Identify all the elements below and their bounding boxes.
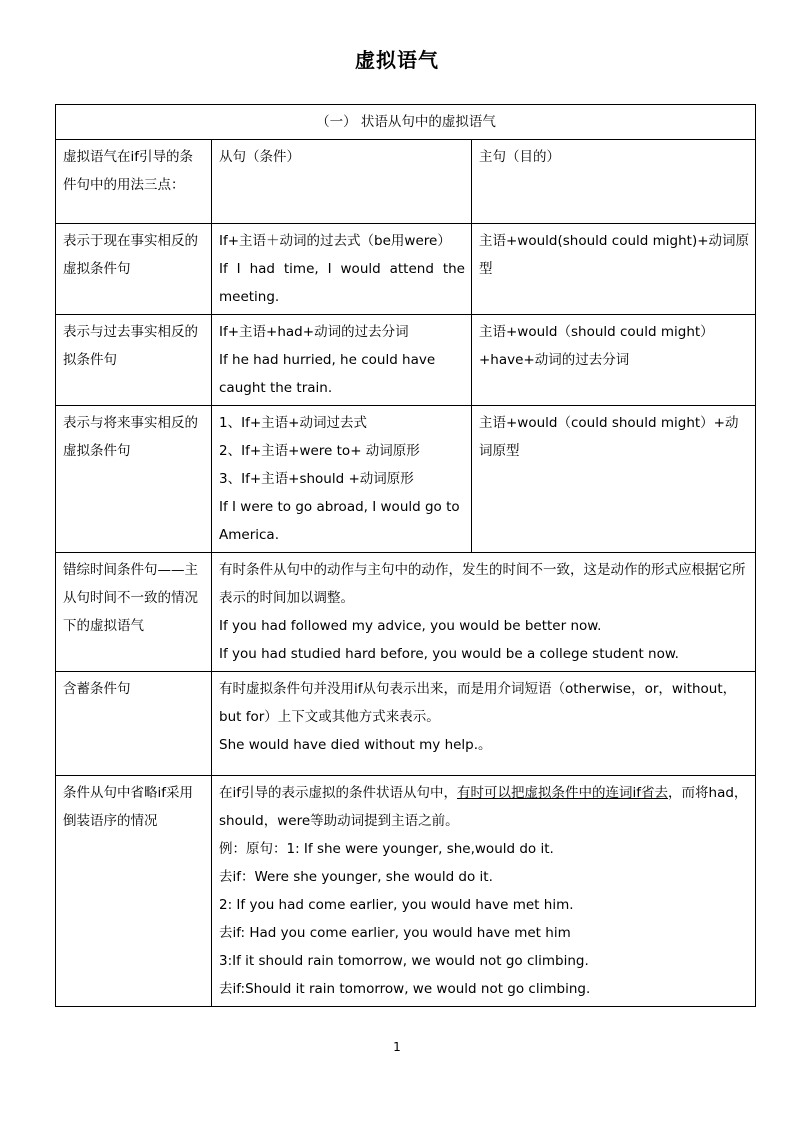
implied-content-cell xyxy=(212,672,756,776)
inversion-intro-c: ，而将had，should，were等助动词提到主语之前。 xyxy=(219,785,748,829)
row-label-cell xyxy=(56,224,212,315)
clause-line: If he had hurried, he could have caught the train. xyxy=(219,352,436,396)
section-header: （一） 状语从句中的虚拟语气 xyxy=(56,105,756,140)
inversion-label: 条件从句中省略if采用倒装语序的情况 xyxy=(63,785,194,829)
table-row xyxy=(56,406,756,553)
inversion-label-cell xyxy=(56,776,212,1007)
table-row xyxy=(56,224,756,315)
header-clause-cell xyxy=(212,140,472,224)
row-clause-cell xyxy=(212,315,472,406)
row-main: 主语+would（should could might）+have+动词的过去分词 xyxy=(479,324,714,368)
implied-line: 有时虚拟条件句并没用if从句表示出来，而是用介词短语（otherwise，or，without，but for）上下文或其他方式来表示。 xyxy=(219,681,737,725)
header-main-cell xyxy=(472,140,756,224)
inversion-content-cell xyxy=(212,776,756,1007)
mixed-content-cell xyxy=(212,553,756,672)
inversion-line: 去if: Had you come earlier, you would have met him xyxy=(219,925,571,941)
row-label-cell xyxy=(56,406,212,553)
implied-label: 含蓄条件句 xyxy=(63,681,131,697)
page-number: 1 xyxy=(393,1040,401,1054)
row-label-cell xyxy=(56,315,212,406)
row-label: 表示与过去事实相反的拟条件句 xyxy=(63,324,198,368)
row-label: 表示于现在事实相反的虚拟条件句 xyxy=(63,233,198,277)
mixed-line: If you had followed my advice, you would be better now. xyxy=(219,618,602,634)
row-main: 主语+would（could should might）+动词原型 xyxy=(479,415,739,459)
header-clause: 从句（条件） xyxy=(219,149,300,165)
clause-line: If+主语+had+动词的过去分词 xyxy=(219,324,409,340)
row-label: 表示与将来事实相反的虚拟条件句 xyxy=(63,415,198,459)
table-row xyxy=(56,776,756,1007)
clause-line: 1、If+主语+动词过去式 xyxy=(219,415,367,431)
inversion-intro-underlined: 有时可以把虚拟条件中的连词if省去 xyxy=(457,785,669,801)
header-usage-cell xyxy=(56,140,212,224)
inversion-line: 去if:Should it rain tomorrow, we would not go climbing. xyxy=(219,981,591,997)
row-main-cell xyxy=(472,315,756,406)
inversion-line: 例：原句：1: If she were younger, she,would do it. xyxy=(219,841,554,857)
header-main: 主句（目的） xyxy=(479,149,560,165)
clause-line: If I were to go abroad, I would go to America. xyxy=(219,499,460,543)
mixed-label: 错综时间条件句——主从句时间不一致的情况下的虚拟语气 xyxy=(63,562,198,634)
row-main-cell xyxy=(472,224,756,315)
implied-line: She would have died without my help.。 xyxy=(219,737,492,753)
row-main-cell xyxy=(472,406,756,553)
mixed-label-cell xyxy=(56,553,212,672)
mixed-line: 有时条件从句中的动作与主句中的动作，发生的时间不一致，这是动作的形式应根据它所表示的时间加以调整。 xyxy=(219,562,746,606)
clause-line: 2、If+主语+were to+ 动词原形 xyxy=(219,443,420,459)
clause-line: If I had time, I would attend the meeting. xyxy=(219,261,465,305)
implied-label-cell xyxy=(56,672,212,776)
table-header-row xyxy=(56,140,756,224)
inversion-line: 去if：Were she younger, she would do it. xyxy=(219,869,493,885)
clause-line: If+主语＋动词的过去式（be用were） xyxy=(219,233,451,249)
header-usage: 虚拟语气在if引导的条件句中的用法三点： xyxy=(63,149,194,193)
page-title: 虚拟语气 xyxy=(355,48,439,72)
inversion-line: 2: If you had come earlier, you would have met him. xyxy=(219,897,574,913)
clause-line: 3、If+主语+should +动词原形 xyxy=(219,471,414,487)
subjunctive-table xyxy=(55,104,756,1007)
mixed-line: If you had studied hard before, you would be a college student now. xyxy=(219,646,679,662)
row-main: 主语+would(should could might)+动词原型 xyxy=(479,233,750,277)
row-clause-cell xyxy=(212,224,472,315)
inversion-intro xyxy=(219,779,749,835)
table-row xyxy=(56,315,756,406)
inversion-intro-a: 在if引导的表示虚拟的条件状语从句中， xyxy=(219,785,458,801)
table-row xyxy=(56,553,756,672)
row-clause-cell xyxy=(212,406,472,553)
table-row xyxy=(56,672,756,776)
inversion-line: 3:If it should rain tomorrow, we would not go climbing. xyxy=(219,953,589,969)
section-header-row xyxy=(56,105,756,140)
